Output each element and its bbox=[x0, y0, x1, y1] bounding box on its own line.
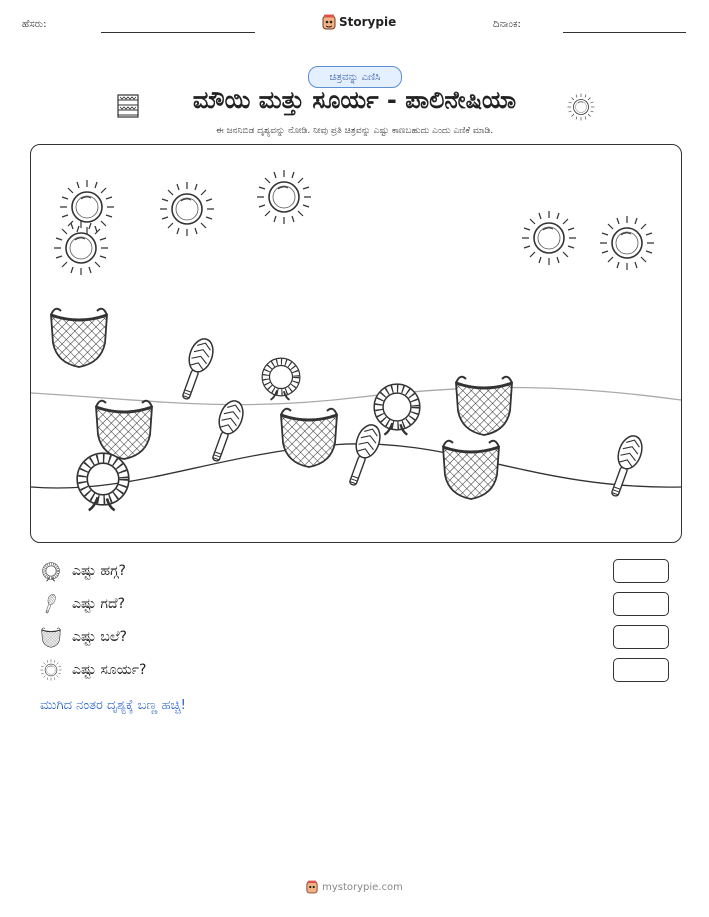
date-label: ದಿನಾಂಕ: bbox=[493, 19, 521, 30]
brand-name: Storypie bbox=[339, 15, 397, 29]
club-scene-icon bbox=[205, 398, 247, 465]
club-scene-icon bbox=[604, 433, 646, 500]
net-scene-icon bbox=[456, 377, 512, 435]
club-icon bbox=[40, 593, 62, 615]
footer-url[interactable]: mystorypie.com bbox=[322, 881, 403, 893]
activity-badge: ಚಿತ್ರವನ್ನು ಎಣಿಸಿ bbox=[308, 66, 402, 88]
question-row-net bbox=[40, 625, 127, 649]
sun-scene-icon bbox=[522, 211, 576, 265]
answer-box-sun[interactable] bbox=[613, 658, 669, 682]
brand-logo bbox=[322, 14, 396, 30]
storypie-logo-icon bbox=[306, 880, 318, 894]
coloring-instruction: ಮುಗಿದ ನಂತರ ದೃಶ್ಯಕ್ಕೆ ಬಣ್ಣ ಹಚ್ಚಿ! bbox=[40, 698, 186, 713]
answer-box-club[interactable] bbox=[613, 592, 669, 616]
question-text: ಎಷ್ಟು ಹಗ್ಗ? bbox=[72, 563, 126, 579]
question-row-sun bbox=[40, 658, 146, 682]
sun-scene-icon bbox=[54, 221, 108, 275]
sun-scene-icon bbox=[160, 182, 214, 236]
date-field[interactable] bbox=[563, 32, 686, 33]
sun-scene-icon bbox=[60, 180, 114, 234]
net-icon bbox=[40, 626, 62, 648]
sun-icon bbox=[40, 659, 62, 681]
question-row-club bbox=[40, 592, 125, 616]
sun-scene-icon bbox=[257, 170, 311, 224]
sun-icon bbox=[567, 93, 595, 121]
club-scene-icon bbox=[175, 336, 217, 403]
net-scene-icon bbox=[281, 409, 337, 467]
page-title: ಮೌಯಿ ಮತ್ತು ಸೂರ್ಯ - ಪಾಲಿನೇಷಿಯಾ bbox=[192, 86, 517, 114]
question-row-rope bbox=[40, 559, 126, 583]
answer-box-rope[interactable] bbox=[613, 559, 669, 583]
question-text: ಎಷ್ಟು ಬಲೆ? bbox=[72, 629, 127, 645]
storypie-logo-icon bbox=[322, 14, 336, 30]
answer-box-net[interactable] bbox=[613, 625, 669, 649]
rope-scene-icon bbox=[266, 362, 296, 400]
counting-scene bbox=[30, 144, 682, 543]
instructions: ಈ ಜನನಿಬಿಡ ದೃಶ್ಯವನ್ನು ನೋಡಿ. ನೀವು ಪ್ರತಿ ಚಿತ್ರವನ್ನು ಎಷ್ಟು ಕಾಣಬಹುದು ಎಂದು ಎಣಿಕೆ ಮಾಡಿ. bbox=[215, 126, 494, 136]
rope-scene-icon bbox=[82, 458, 124, 510]
question-text: ಎಷ್ಟು ಸೂರ್ಯ? bbox=[72, 662, 147, 678]
rope-coil-icon bbox=[40, 560, 62, 582]
sun-scene-icon bbox=[600, 216, 654, 270]
footer bbox=[0, 880, 709, 894]
rope-scene-icon bbox=[379, 389, 416, 435]
question-text: ಎಷ್ಟು ಗದೆ? bbox=[72, 596, 126, 612]
net-scene-icon bbox=[443, 441, 499, 499]
name-label: ಹೆಸರು: bbox=[22, 19, 47, 30]
net-scene-icon bbox=[96, 401, 152, 459]
net-scene-icon bbox=[51, 309, 107, 367]
name-field[interactable] bbox=[101, 32, 255, 33]
club-scene-icon bbox=[342, 422, 384, 489]
